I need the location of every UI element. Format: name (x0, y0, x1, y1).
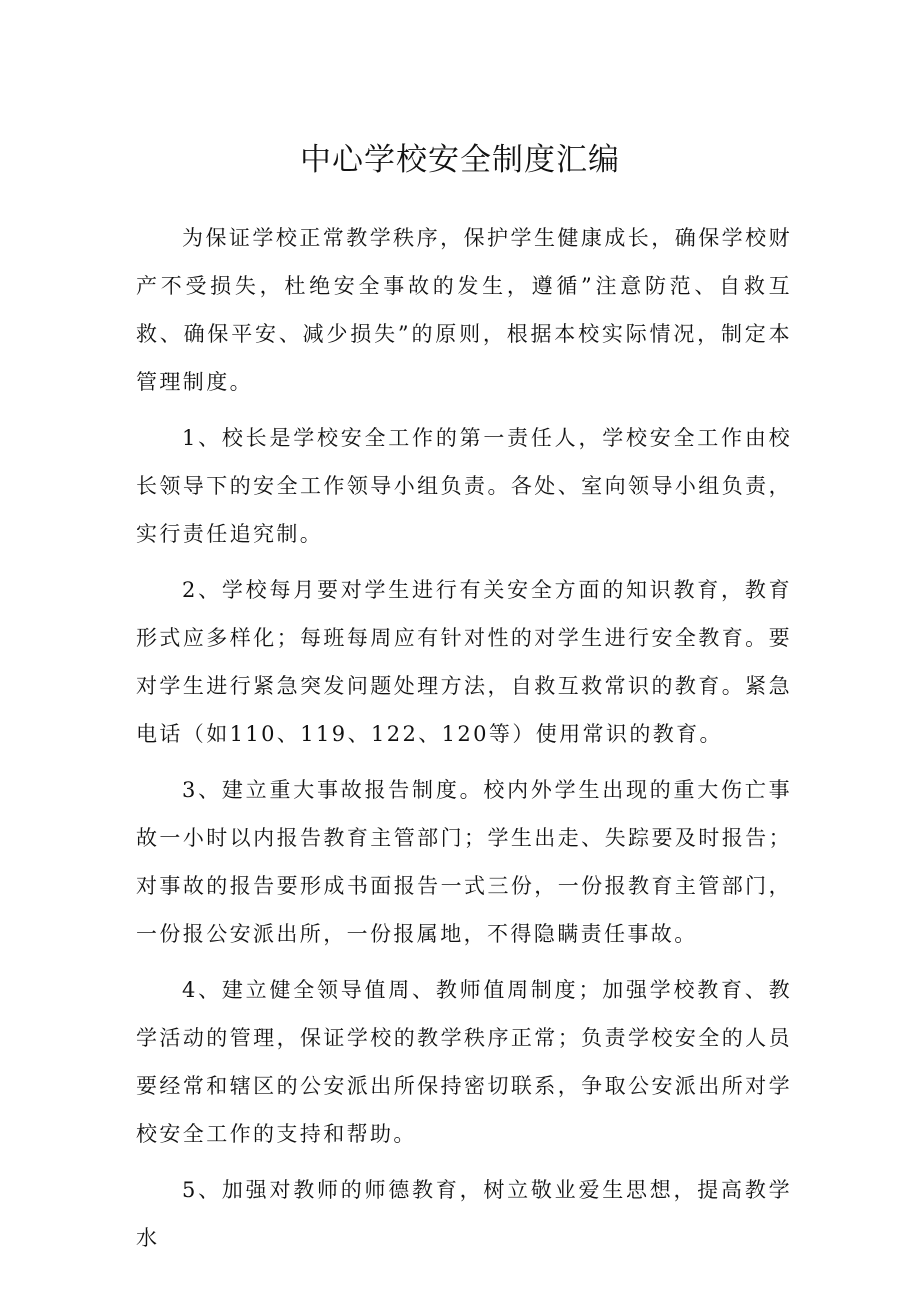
rule-paragraph-1: 1、校长是学校安全工作的第一责任人，学校安全工作由校长领导下的安全工作领导小组负责。各处、室向领导小组负责，实行责任追究制。 (136, 426, 792, 546)
document-title: 中心学校安全制度汇编 (300, 142, 620, 178)
rule-paragraph-2: 2、学校每月要对学生进行有关安全方面的知识教育，教育形式应多样化；每班每周应有针对性的对学生进行安全教育。要对学生进行紧急突发问题处理方法，自救互救常识的教育。紧急电话（如110、119、122、120等）使用常识的教育。 (136, 578, 792, 746)
rule-paragraph-3: 3、建立重大事故报告制度。校内外学生出现的重大伤亡事故一小时以内报告教育主管部门；学生出走、失踪要及时报告；对事故的报告要形成书面报告一式三份，一份报教育主管部门，一份报公安派出所，一份报属地，不得隐瞒责任事故。 (136, 778, 792, 946)
rule-paragraph-4: 4、建立健全领导值周、教师值周制度；加强学校教育、教学活动的管理，保证学校的教学秩序正常；负责学校安全的人员要经常和辖区的公安派出所保持密切联系，争取公安派出所对学校安全工作的支持和帮助。 (136, 978, 792, 1146)
rule-paragraph-5: 5、加强对教师的师德教育，树立敬业爱生思想，提高教学水 (136, 1178, 792, 1250)
document-body (136, 214, 792, 1270)
intro-paragraph: 为保证学校正常教学秩序，保护学生健康成长，确保学校财产不受损失，杜绝安全事故的发生，遵循”注意防范、自救互救、确保平安、减少损失”的原则，根据本校实际情况，制定本管理制度。 (136, 226, 792, 394)
